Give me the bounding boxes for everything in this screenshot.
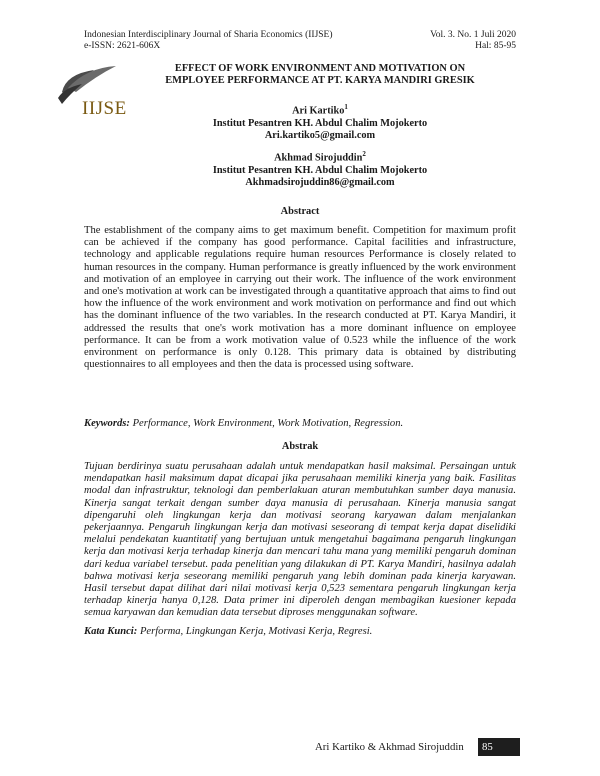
eissn: e-ISSN: 2621-606X <box>84 41 161 51</box>
title-line-1: EFFECT OF WORK ENVIRONMENT AND MOTIVATION ON <box>174 63 466 74</box>
author-email: Ari.kartiko5@gmail.com <box>264 130 376 142</box>
kata-kunci-label: Kata Kunci: <box>84 626 138 637</box>
author-affiliation: Institut Pesantren KH. Abdul Chalim Mojokerto <box>212 117 428 129</box>
abstract-body: The establishment of the company aims to get maximum benefit. Competition for maximum profit can be achieved if the company has good performance. Capital facilities and infrastructure, technology and applicable regulations require human resources Performance is closely related to human resources in the company. Human performance is greatly influenced by the work environment and motivation of an employee in carrying out their work. The influence of the work environment and one's motivation at work can be investigated through a quantitative approach that aims to find out how the influence of the work environment and work motivation on performance and find out which has the dominant influence of the two variables. In the research conducted at PT. Karya Mandiri, it addressed the results that one's work motivation has a more dominant influence on employee performance. It can be from a work motivation value of 0.523 while the influence of the work environment on performance is only 0.128. This primary data is obtained by distributing questionnaires to all employees and then the data is processed using software. <box>84 225 516 371</box>
abstract-heading: Abstract <box>280 206 320 217</box>
kata-kunci-text: Performa, Lingkungan Kerja, Motivasi Kerja, Regresi. <box>139 626 373 637</box>
author-affiliation: Institut Pesantren KH. Abdul Chalim Mojokerto <box>212 164 428 176</box>
page-number: 85 <box>478 738 520 756</box>
keywords-text: Performance, Work Environment, Work Motivation, Regression. <box>132 418 404 429</box>
author-name: Ari Kartiko <box>292 105 345 117</box>
abstrak-heading: Abstrak <box>281 441 319 452</box>
volume-info: Vol. 3. No. 1 Juli 2020 <box>430 30 516 40</box>
author-block-1 <box>100 101 540 143</box>
author-sup: 2 <box>362 150 366 158</box>
title-line-2: EMPLOYEE PERFORMANCE AT PT. KARYA MANDIRI GRESIK <box>165 75 475 86</box>
logo-text: IIJSE <box>82 98 127 119</box>
footer-authors: Ari Kartiko & Akhmad Sirojuddin <box>315 741 464 753</box>
author-block-2 <box>100 148 540 190</box>
author-sup: 1 <box>344 103 348 111</box>
author-name: Akhmad Sirojuddin <box>274 152 363 164</box>
paper-title <box>100 63 540 87</box>
abstrak-body: Tujuan berdirinya suatu perusahaan adalah untuk mendapatkan hasil maksimal. Persaingan untuk mendapatkan hasil maksimum dapat dicapai jika perusahaan memiliki kinerja yang baik. Fasilitas modal dan infrastruktur, teknologi dan pemberlakuan aturan membutuhkan sumber daya manusia. Kinerja sangat terkait dengan sumber daya manusia di perusahaan. Kinerja manusia sangat dipengaruhi oleh lingkungan kerja dan motivasi seorang karyawan dalam menjalankan pekerjaannya. Pengaruh lingkungan kerja dan motivasi seseorang di tempat kerja dapat diselidiki melalui pendekatan kuantitatif yang bertujuan untuk mengetahui bagaimana pengaruh lingkungan kerja dan motivasi kerja terhadap kinerja dan mencari tahu mana yang memiliki pengaruh dominan dari kedua variabel tersebut. pada penelitian yang dilakukan di PT. Karya Mandiri, hasilnya adalah bahwa motivasi kerja seseorang memiliki pengaruh yang lebih dominan pada kinerja karyawan. Hasil tersebut dapat dilihat dari nilai motivasi kerja 0,523 sementara pengaruh lingkungan kerja terhadap kinerja hanya 0,128. Data primer ini diperoleh dengan membagikan kuesioner kepada semua karyawan dan kemudian data tersebut diproses menggunakan software. <box>84 461 516 619</box>
running-header-right <box>430 30 516 52</box>
running-header-left <box>84 30 333 52</box>
author-email: Akhmadsirojuddin86@gmail.com <box>245 177 395 189</box>
kata-kunci <box>84 626 516 637</box>
keywords <box>84 418 516 429</box>
keywords-label: Keywords: <box>84 418 130 429</box>
journal-name: Indonesian Interdisciplinary Journal of Sharia Economics (IIJSE) <box>84 30 333 40</box>
page-range: Hal: 85-95 <box>475 41 516 51</box>
